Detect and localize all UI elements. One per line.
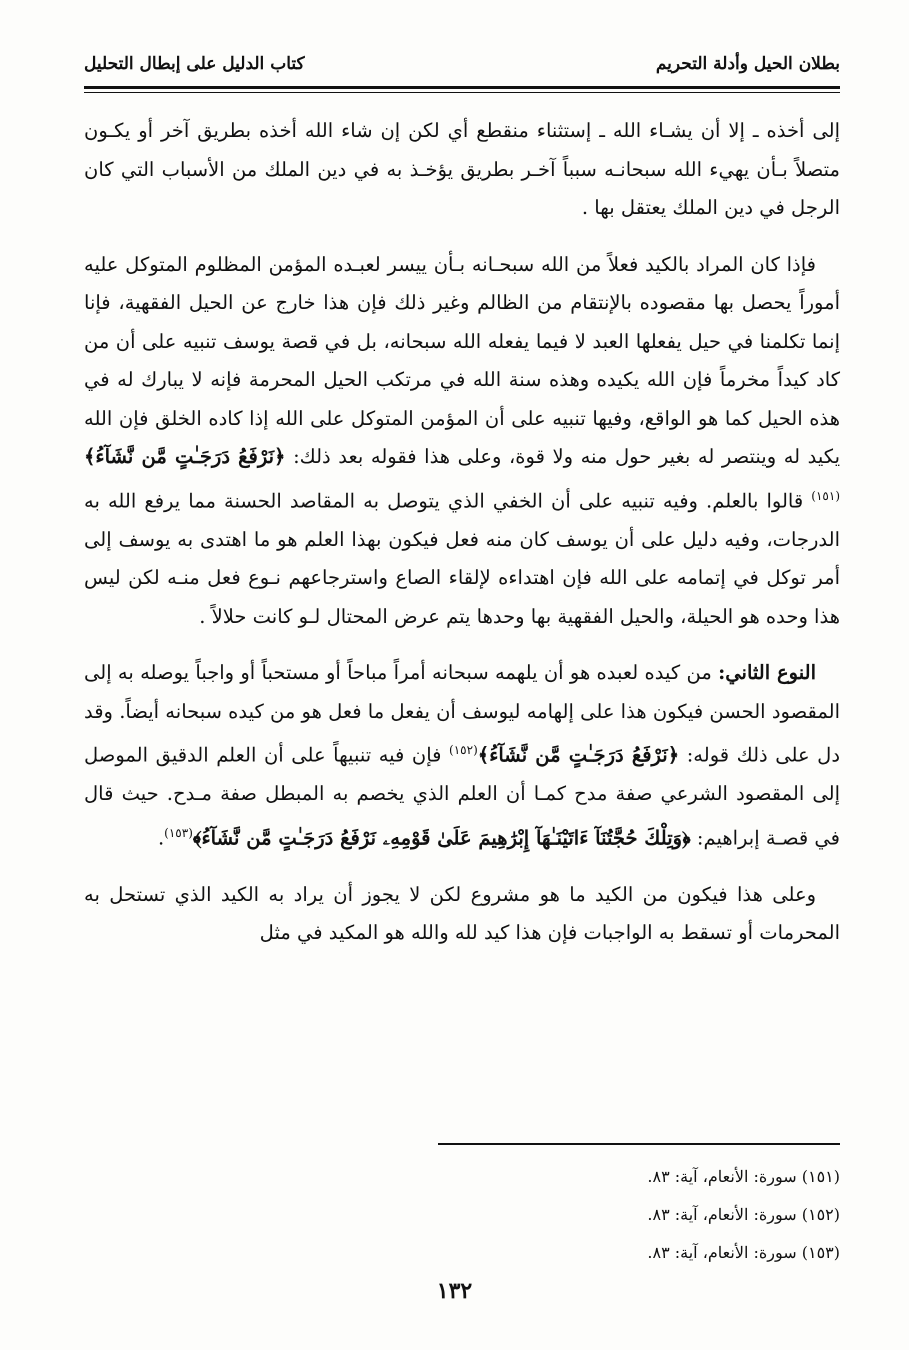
quran-verse-151: ﴿نَرْفَعُ دَرَجَـٰتٍ مَّن نَّشَآءُ﴾	[84, 445, 286, 468]
section-term: النوع الثاني:	[718, 661, 816, 684]
quran-verse-153: ﴿وَتِلْكَ حُجَّتُنَآ ءَاتَيْنَـٰهَآ إِبْرَٰهِيمَ عَلَىٰ قَوْمِهِۦ نَرْفَعُ دَرَجَـٰتٍ مَّن نَّشَآءُ﴾	[192, 826, 691, 849]
footnote-152: (١٥٢) سورة: الأنعام، آية: ٨٣.	[647, 1205, 840, 1224]
header-chapter-title: بطلان الحيل وأدلة التحريم	[655, 54, 840, 74]
paragraph-3-part-2: فإن فيه تنبيهاً على أن العلم الدقيق الموصل إلى المقصود الشرعي صفة مدح كمـا أن العلم الذي يخصم به المبطل صفة مـدح. حيث قال في قصـة إبراهيم:	[84, 743, 840, 849]
paragraph-2-part-2: قالوا بالعلم. وفيه تنبيه على أن الخفي الذي يتوصل به المقاصد الحسنة مما يرفع الله به الدرجات، وفيه دليل على أن يوسف كان منه فعل فيكون بهذا العلم هو ما اهتدى به يوسف إلى أمر توكل في إتمامه على الله فإن اهتداءه لإلقاء الصاع واسترجاعهم نـوع فعل منـه لكن ليس هذا وحده هو الحيلة، والحيل الفقهية بها وحدها يتم عرض المحتال لـو كانت حلالاً .	[84, 489, 840, 628]
footnote-ref-151: (١٥١)	[811, 488, 840, 503]
page-number: ١٣٢	[436, 1278, 473, 1304]
header-rule-thick	[84, 86, 840, 89]
paragraph-1: إلى أخذه ـ إلا أن يشـاء الله ـ إستثناء منقطع أي لكن إن شاء الله أخذه بطريق آخر أو يكـون متصلاً بـأن يهيء الله سبحانـه سبباً آخـر بطريق يؤخـذ به في دين الملك من الأسباب التي كان الرجل في دين الملك يعتقل بها .	[84, 119, 840, 219]
running-header	[84, 50, 840, 86]
paragraph-4: وعلى هذا فيكون من الكيد ما هو مشروع لكن لا يجوز أن يراد به الكيد الذي تستحل به المحرمات أو تسقط به الواجبات فإن هذا كيد لله والله هو المكيد في مثل	[84, 882, 840, 944]
footnote-151: (١٥١) سورة: الأنعام، آية: ٨٣.	[647, 1167, 840, 1186]
footnote-separator	[438, 1143, 840, 1145]
quran-verse-152: ﴿نَرْفَعُ دَرَجَـٰتٍ مَّن نَّشَآءُ﴾	[477, 743, 680, 767]
paragraph-2	[84, 246, 840, 637]
footnote-ref-153: (١٥٣)	[164, 825, 193, 840]
header-book-title: كتاب الدليل على إبطال التحليل	[84, 54, 305, 74]
paragraph-3-part-1: من كيده لعبده هو أن يلهمه سبحانه أمراً مباحاً أو مستحباً أو واجباً يوصله به إلى المقصود الحسن فيكون هذا على إلهامه ليوسف أن يفعل ما فعل هو من كيده سبحانه أيضاً. وقد دل على ذلك قوله:	[84, 661, 841, 767]
footnotes	[440, 1158, 840, 1272]
footnote-ref-152: (١٥٢)	[449, 743, 478, 757]
main-text	[84, 112, 840, 971]
paragraph-2-part-1: فإذا كان المراد بالكيد فعلاً من الله سبحـانه بـأن ييسر لعبـده المؤمن المظلوم المتوكل عليه أموراً يحصل بها مقصوده بالإنتقام من الظالم وغير ذلك فإن هذا خارج عن الحيل الفقهية، فإنا إنما تكلمنا في حيل يفعلها العبد لا فيما يفعله الله سبحانه، بل في قصة يوسف تنبيه على أن من كاد كيداً مخرماً فإن الله يكيده وهذه سنة الله في مرتكب الحيل المحرمة فإنه لا يبارك له في هذه الحيل كما هو الواقع، وفيها تنبيه على أن المؤمن المتوكل على الله إذا كاده الخلق فإن الله يكيد له وينتصر له بغير حول منه ولا قوة، وعلى هذا فقوله بعد ذلك:	[84, 252, 840, 468]
header-rule-thin	[84, 92, 840, 93]
footnote-153: (١٥٣) سورة: الأنعام، آية: ٨٣.	[647, 1243, 840, 1262]
paragraph-3: النوع الثاني: من كيده لعبده هو أن يلهمه سبحانه أمراً مباحاً أو مستحباً أو واجباً يوصله به إلى المقصود الحسن فيكون هذا على إلهامه ليوسف أن يفعل ما فعل هو من كيده سبحانه أيضاً. وقد دل على ذلك قوله: ﴿نَرْفَعُ دَرَجَـٰتٍ مَّن نَّشَآءُ﴾$^{(١٥٢)}$ فإن فيه تنبيهاً على أن العلم الدقيق الموصل إلى المقصود الشرعي صفة مدح كمـا أن العلم الذي يخصم به المبطل صفة مـدح. حيث قال في قصـة إبراهيم: ﴿وَتِلْكَ حُجَّتُنَآ ءَاتَيْنَـٰهَآ إِبْرَٰهِيمَ عَلَىٰ قَوْمِهِۦ نَرْفَعُ دَرَجَـٰتٍ مَّن نَّشَآءُ﴾$^{(١٥٣)}$.	[84, 661, 841, 849]
